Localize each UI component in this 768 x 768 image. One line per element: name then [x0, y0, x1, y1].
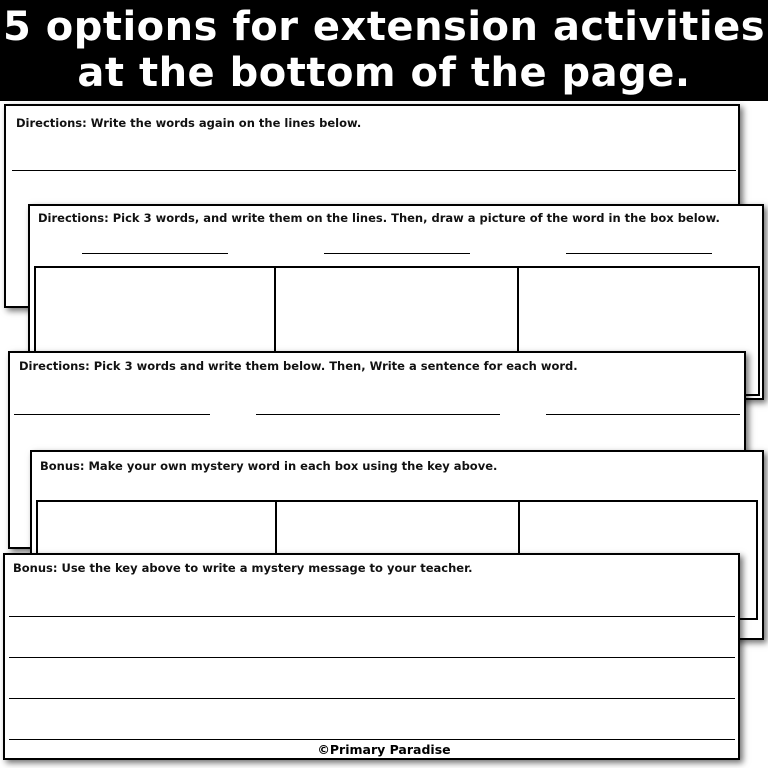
banner-title-line-1: 5 options for extension activities [2, 4, 766, 50]
writing-line [9, 739, 735, 740]
sheet-directions: Bonus: Use the key above to write a mystery message to your teacher. [13, 561, 473, 575]
word-line-1 [14, 414, 210, 415]
word-line-3 [566, 253, 712, 254]
banner-title-line-2: at the bottom of the page. [77, 50, 691, 96]
sheet-directions: Directions: Write the words again on the lines below. [16, 116, 362, 130]
word-line-3 [546, 414, 740, 415]
writing-line [9, 657, 735, 658]
word-line-1 [82, 253, 228, 254]
header-banner [0, 0, 768, 101]
sheet-directions: Bonus: Make your own mystery word in each box using the key above. [40, 459, 498, 473]
writing-line [9, 616, 735, 617]
sheet-directions: Directions: Pick 3 words and write them below. Then, Write a sentence for each word. [19, 359, 578, 373]
copyright-text: ©Primary Paradise [317, 742, 451, 757]
sheet-directions: Directions: Pick 3 words, and write them on the lines. Then, draw a picture of the word in the box below. [38, 211, 720, 225]
word-line-2 [324, 253, 470, 254]
writing-line [12, 170, 736, 171]
writing-line [9, 698, 735, 699]
word-line-2 [256, 414, 500, 415]
worksheet-mystery-message [3, 553, 740, 760]
